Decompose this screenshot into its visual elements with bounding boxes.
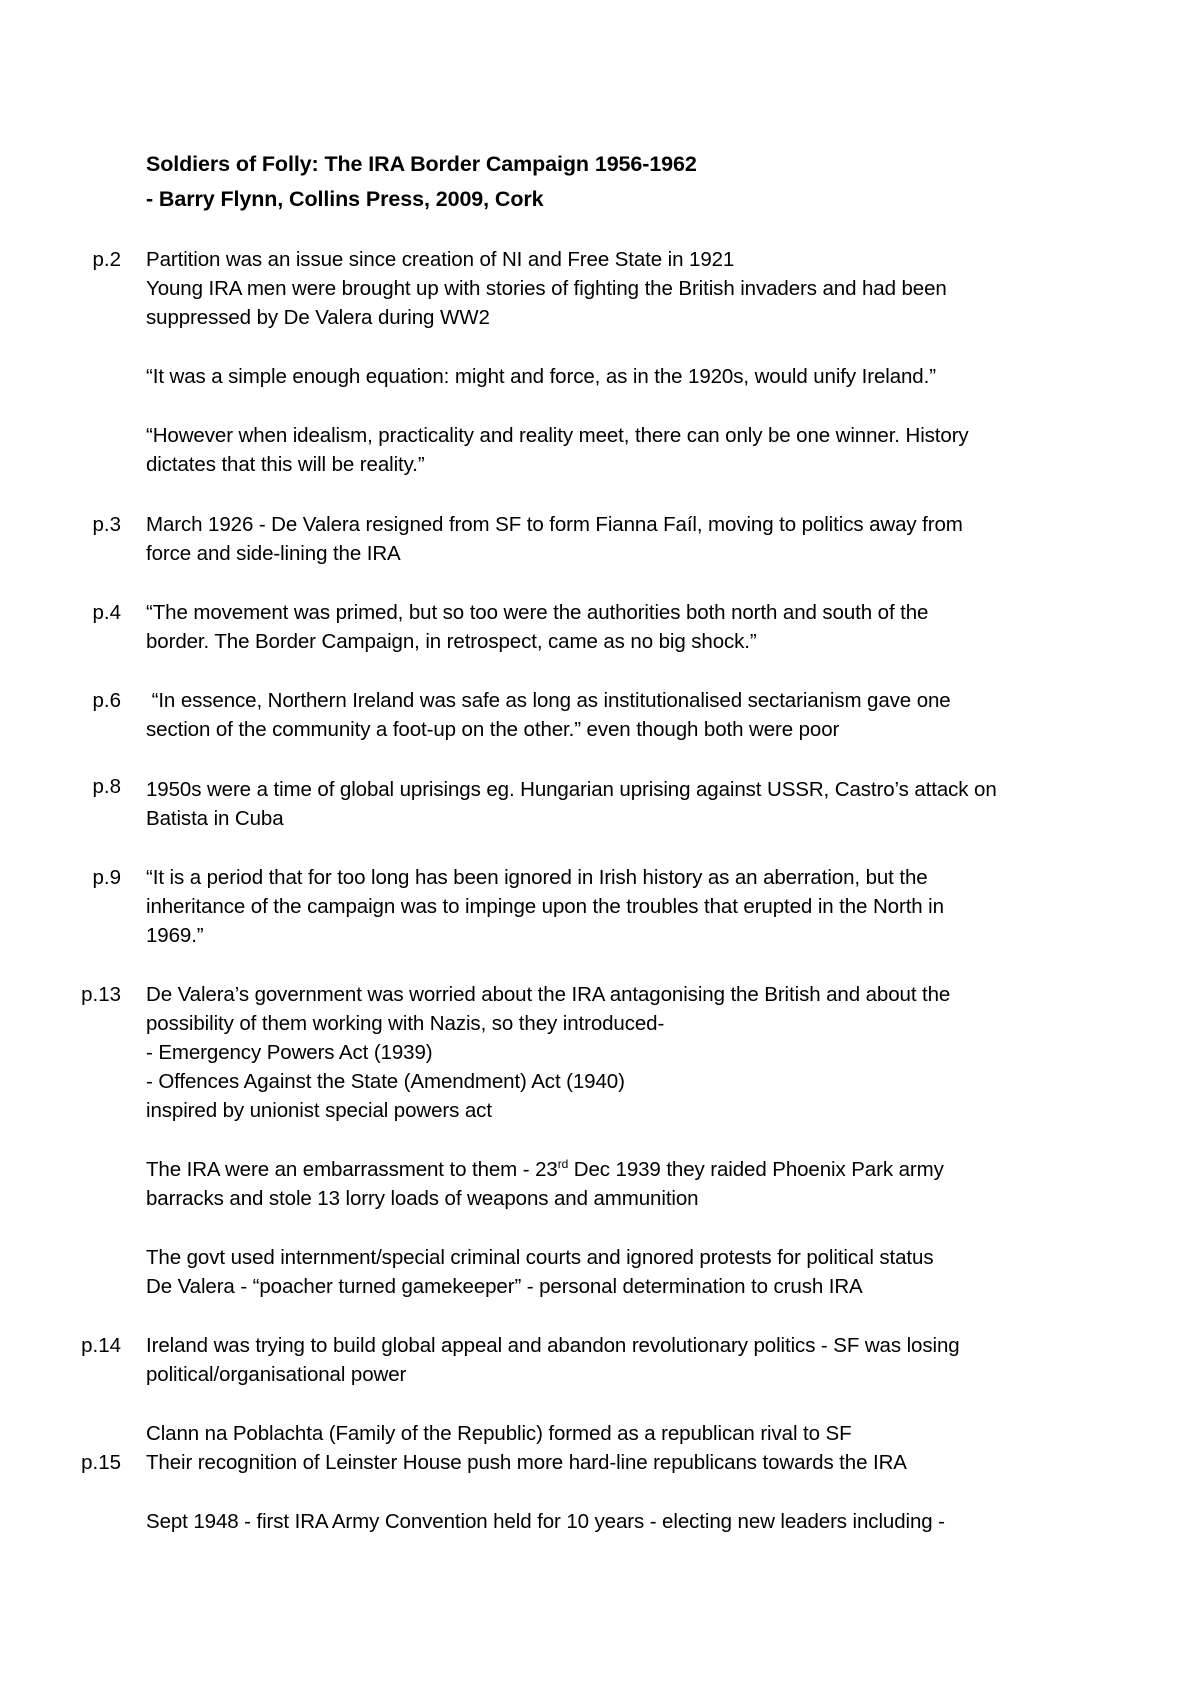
list-item: - Offences Against the State (Amendment) Act (1940) — [146, 1070, 625, 1093]
quote-line: “It was a simple enough equation: might and force, as in the 1920s, would unify Ireland.” — [146, 365, 936, 388]
document-title: Soldiers of Folly: The IRA Border Campaign 1956-1962 — [146, 152, 697, 176]
page-ref-p6: p.6 — [92, 689, 121, 712]
quote-line: section of the community a foot-up on the other.” even though both were poor — [146, 718, 840, 741]
note-line: March 1926 - De Valera resigned from SF to form Fianna Faíl, moving to politics away from — [146, 513, 963, 536]
note-line: inspired by unionist special powers act — [146, 1099, 492, 1122]
page-ref-p8: p.8 — [92, 775, 121, 798]
note-text: The IRA were an embarrassment to them - 23 — [146, 1158, 558, 1181]
note-line: possibility of them working with Nazis, so they introduced- — [146, 1012, 665, 1035]
note-line: Batista in Cuba — [146, 807, 284, 830]
note-line: Ireland was trying to build global appeal and abandon revolutionary politics - SF was losing — [146, 1334, 960, 1357]
note-line: political/organisational power — [146, 1363, 407, 1386]
note-line: Young IRA men were brought up with stories of fighting the British invaders and had been — [146, 277, 947, 300]
note-line: suppressed by De Valera during WW2 — [146, 306, 490, 329]
page-ref-p3: p.3 — [92, 513, 121, 536]
page-ref-p14: p.14 — [81, 1334, 121, 1357]
quote-line: “In essence, Northern Ireland was safe as long as institutionalised sectarianism gave one — [146, 689, 951, 712]
page-ref-p2: p.2 — [92, 248, 121, 271]
quote-line: inheritance of the campaign was to impinge upon the troubles that erupted in the North in — [146, 895, 944, 918]
note-line: barracks and stole 13 lorry loads of weapons and ammunition — [146, 1187, 699, 1210]
note-line: De Valera’s government was worried about the IRA antagonising the British and about the — [146, 983, 951, 1006]
page-ref-p9: p.9 — [92, 866, 121, 889]
note-line: De Valera - “poacher turned gamekeeper” - personal determination to crush IRA — [146, 1275, 863, 1298]
note-line: Clann na Poblachta (Family of the Republic) formed as a republican rival to SF — [146, 1422, 852, 1445]
ordinal-suffix: rd — [557, 1157, 569, 1172]
page-ref-p4: p.4 — [92, 601, 121, 624]
document-subtitle: - Barry Flynn, Collins Press, 2009, Cork — [146, 187, 544, 211]
quote-line: border. The Border Campaign, in retrospect, came as no big shock.” — [146, 630, 757, 653]
note-line: force and side-lining the IRA — [146, 542, 401, 565]
note-line: Sept 1948 - first IRA Army Convention held for 10 years - electing new leaders including - — [146, 1510, 945, 1533]
quote-line: dictates that this will be reality.” — [146, 453, 425, 476]
note-line: Their recognition of Leinster House push more hard-line republicans towards the IRA — [146, 1451, 907, 1474]
quote-line: “The movement was primed, but so too were the authorities both north and south of the — [146, 601, 929, 624]
note-line: Partition was an issue since creation of NI and Free State in 1921 — [146, 248, 735, 271]
page-ref-p15: p.15 — [81, 1451, 121, 1474]
note-line: 1950s were a time of global uprisings eg. Hungarian uprising against USSR, Castro’s attack on — [146, 778, 997, 801]
note-text: Dec 1939 they raided Phoenix Park army — [568, 1158, 944, 1181]
note-line — [146, 1155, 944, 1185]
note-line: The govt used internment/special criminal courts and ignored protests for political status — [146, 1246, 934, 1269]
quote-line: “However when idealism, practicality and reality meet, there can only be one winner. History — [146, 424, 969, 447]
quote-line: 1969.” — [146, 924, 204, 947]
quote-line: “It is a period that for too long has been ignored in Irish history as an aberration, but the — [146, 866, 928, 889]
page-ref-p13: p.13 — [81, 983, 121, 1006]
list-item: - Emergency Powers Act (1939) — [146, 1041, 433, 1064]
